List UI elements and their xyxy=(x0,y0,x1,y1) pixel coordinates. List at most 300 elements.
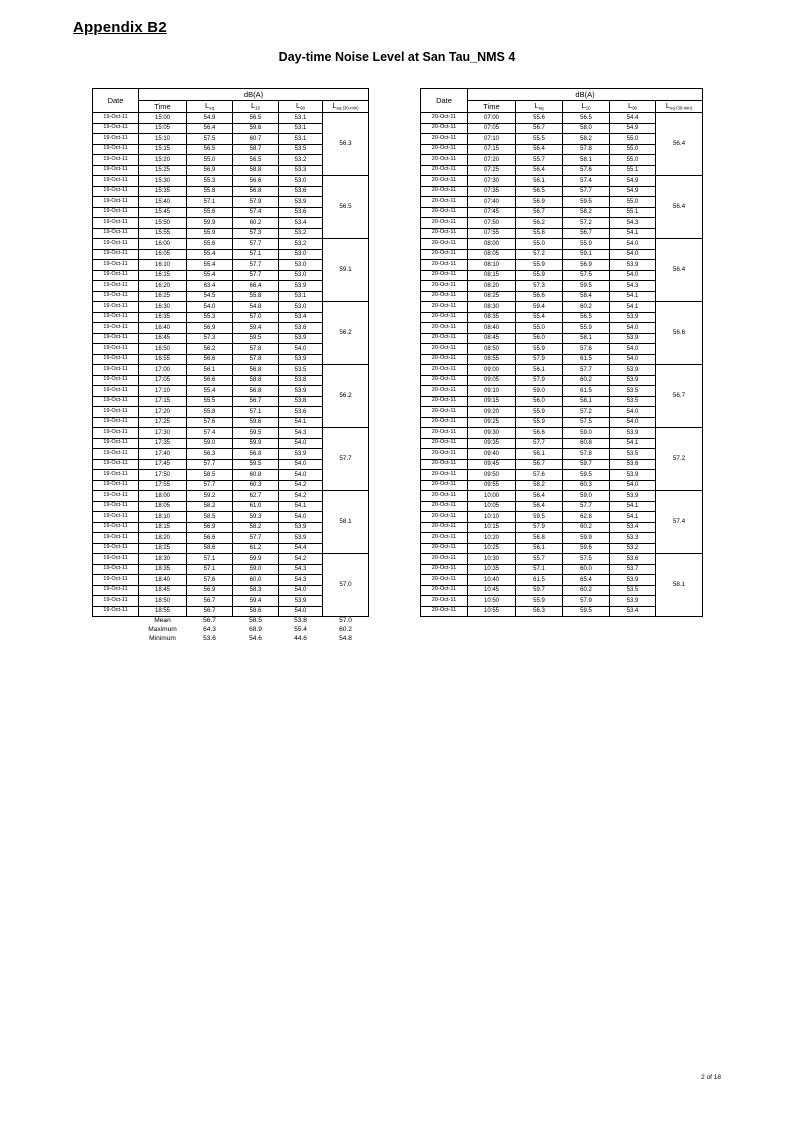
cell-time: 08:30 xyxy=(468,302,516,313)
cell-date: 19-Oct-11 xyxy=(93,533,139,544)
cell-leq: 57.6 xyxy=(187,575,233,586)
header-leq: $L_{eq}$ xyxy=(187,101,233,113)
cell-l10: 56.8 xyxy=(233,365,279,376)
cell-leq: 58.6 xyxy=(187,543,233,554)
cell-l10: 57.8 xyxy=(233,354,279,365)
noise-table-20-oct xyxy=(420,88,703,617)
cell-date: 20-Oct-11 xyxy=(421,239,468,250)
cell-l10: 57.1 xyxy=(233,249,279,260)
table-row xyxy=(93,491,369,502)
cell-time: 09:30 xyxy=(468,428,516,439)
cell-l10: 55.9 xyxy=(563,239,610,250)
cell-time: 07:35 xyxy=(468,186,516,197)
cell-leq: 56.8 xyxy=(516,533,563,544)
page-title: Day-time Noise Level at San Tau_NMS 4 xyxy=(278,50,516,64)
cell-time: 09:35 xyxy=(468,438,516,449)
header-l10: $L_{10}$ xyxy=(233,101,279,113)
cell-l10: 60.0 xyxy=(563,564,610,575)
cell-leq: 56.7 xyxy=(187,606,233,617)
cell-l10: 61.5 xyxy=(563,386,610,397)
cell-leq: 55.4 xyxy=(516,312,563,323)
cell-l10: 57.7 xyxy=(563,501,610,512)
cell-date: 19-Oct-11 xyxy=(93,197,139,208)
cell-time: 15:05 xyxy=(139,123,187,134)
cell-l90: 54.0 xyxy=(610,417,656,428)
cell-time: 17:30 xyxy=(139,428,187,439)
cell-l90: 54.0 xyxy=(610,270,656,281)
cell-leq-30min: 56.7 xyxy=(656,365,703,428)
cell-l90: 53.5 xyxy=(279,144,323,155)
cell-leq: 55.8 xyxy=(187,186,233,197)
cell-date: 20-Oct-11 xyxy=(421,522,468,533)
cell-l90: 54.0 xyxy=(279,459,323,470)
cell-time: 08:00 xyxy=(468,239,516,250)
cell-l10: 60.0 xyxy=(233,575,279,586)
cell-leq: 55.6 xyxy=(187,239,233,250)
cell-l10: 55.8 xyxy=(233,291,279,302)
cell-time: 09:15 xyxy=(468,396,516,407)
cell-leq: 55.0 xyxy=(516,239,563,250)
cell-l90: 53.5 xyxy=(610,396,656,407)
cell-l10: 59.7 xyxy=(563,459,610,470)
cell-time: 16:40 xyxy=(139,323,187,334)
cell-date: 19-Oct-11 xyxy=(93,281,139,292)
summary-blank xyxy=(93,626,139,635)
cell-date: 19-Oct-11 xyxy=(93,344,139,355)
table-row xyxy=(421,554,703,565)
cell-date: 20-Oct-11 xyxy=(421,480,468,491)
cell-leq: 57.1 xyxy=(187,554,233,565)
summary-l90: 55.4 xyxy=(294,625,307,633)
header-leq-30min: $L_{eq (30-min)}$ xyxy=(656,101,703,113)
summary-blank xyxy=(93,635,139,644)
cell-l90: 54.9 xyxy=(610,186,656,197)
cell-leq: 56.9 xyxy=(187,585,233,596)
cell-leq: 63.4 xyxy=(187,281,233,292)
cell-l90: 53.8 xyxy=(279,396,323,407)
cell-time: 15:10 xyxy=(139,134,187,145)
cell-time: 07:55 xyxy=(468,228,516,239)
cell-leq: 54.5 xyxy=(187,291,233,302)
cell-l90: 53.5 xyxy=(610,585,656,596)
cell-leq: 56.3 xyxy=(187,449,233,460)
cell-time: 09:20 xyxy=(468,407,516,418)
cell-l90: 53.2 xyxy=(279,228,323,239)
cell-time: 18:25 xyxy=(139,543,187,554)
header-date: Date xyxy=(93,89,139,113)
cell-l10: 55.9 xyxy=(563,323,610,334)
cell-time: 17:55 xyxy=(139,480,187,491)
cell-leq: 56.7 xyxy=(187,596,233,607)
cell-leq: 56.7 xyxy=(516,123,563,134)
cell-date: 19-Oct-11 xyxy=(93,260,139,271)
summary-leq-30min: 57.0 xyxy=(339,617,352,625)
cell-l10: 56.5 xyxy=(563,312,610,323)
cell-leq: 56.2 xyxy=(187,344,233,355)
cell-leq: 55.4 xyxy=(187,386,233,397)
cell-time: 17:10 xyxy=(139,386,187,397)
cell-date: 20-Oct-11 xyxy=(421,354,468,365)
cell-date: 20-Oct-11 xyxy=(421,312,468,323)
cell-leq: 56.9 xyxy=(187,165,233,176)
cell-time: 15:00 xyxy=(139,113,187,124)
cell-l10: 60.2 xyxy=(563,585,610,596)
cell-date: 19-Oct-11 xyxy=(93,207,139,218)
cell-l90: 53.9 xyxy=(610,260,656,271)
cell-l90: 54.0 xyxy=(610,354,656,365)
cell-l10: 60.3 xyxy=(233,480,279,491)
cell-l90: 55.0 xyxy=(610,134,656,145)
cell-time: 15:45 xyxy=(139,207,187,218)
cell-date: 20-Oct-11 xyxy=(421,197,468,208)
cell-date: 20-Oct-11 xyxy=(421,396,468,407)
page-number: 2 of 18 xyxy=(701,1074,721,1081)
cell-leq: 57.7 xyxy=(516,438,563,449)
cell-date: 20-Oct-11 xyxy=(421,449,468,460)
cell-leq-30min: 59.1 xyxy=(323,239,369,302)
cell-date: 20-Oct-11 xyxy=(421,333,468,344)
cell-leq: 56.4 xyxy=(516,501,563,512)
cell-l10: 62.7 xyxy=(233,491,279,502)
cell-leq: 55.4 xyxy=(187,270,233,281)
cell-leq: 56.3 xyxy=(516,606,563,617)
cell-l10: 58.4 xyxy=(563,291,610,302)
cell-time: 07:10 xyxy=(468,134,516,145)
cell-leq: 56.0 xyxy=(516,396,563,407)
cell-l90: 53.0 xyxy=(279,270,323,281)
summary-leq-30min: 60.2 xyxy=(339,625,352,633)
cell-l90: 53.9 xyxy=(610,470,656,481)
cell-leq-30min: 56.4 xyxy=(656,113,703,176)
cell-l10: 59.5 xyxy=(233,333,279,344)
cell-date: 20-Oct-11 xyxy=(421,501,468,512)
cell-leq: 59.5 xyxy=(516,512,563,523)
cell-l10: 60.2 xyxy=(563,302,610,313)
cell-time: 18:35 xyxy=(139,564,187,575)
table-row xyxy=(93,113,369,124)
cell-time: 07:00 xyxy=(468,113,516,124)
cell-l90: 53.2 xyxy=(279,155,323,166)
cell-l10: 57.8 xyxy=(563,449,610,460)
cell-date: 19-Oct-11 xyxy=(93,449,139,460)
cell-l90: 53.1 xyxy=(279,113,323,124)
cell-l90: 53.9 xyxy=(610,375,656,386)
cell-date: 19-Oct-11 xyxy=(93,480,139,491)
cell-l10: 57.7 xyxy=(563,365,610,376)
cell-l10: 60.8 xyxy=(563,438,610,449)
cell-leq: 56.1 xyxy=(187,365,233,376)
cell-time: 08:10 xyxy=(468,260,516,271)
cell-l10: 59.5 xyxy=(563,197,610,208)
cell-l90: 53.6 xyxy=(279,207,323,218)
cell-date: 19-Oct-11 xyxy=(93,522,139,533)
cell-date: 19-Oct-11 xyxy=(93,575,139,586)
table-row xyxy=(421,113,703,124)
cell-leq: 56.6 xyxy=(187,375,233,386)
cell-time: 09:50 xyxy=(468,470,516,481)
cell-date: 20-Oct-11 xyxy=(421,512,468,523)
cell-date: 20-Oct-11 xyxy=(421,344,468,355)
table-row xyxy=(93,365,369,376)
cell-l10: 59.5 xyxy=(563,606,610,617)
cell-l10: 57.0 xyxy=(233,312,279,323)
header-l10: $L_{10}$ xyxy=(563,101,610,113)
noise-table-19-oct xyxy=(92,88,369,643)
cell-leq: 59.0 xyxy=(516,386,563,397)
cell-l10: 60.2 xyxy=(233,218,279,229)
cell-l90: 53.9 xyxy=(279,596,323,607)
cell-leq: 57.1 xyxy=(187,564,233,575)
cell-l10: 59.0 xyxy=(563,491,610,502)
cell-date: 19-Oct-11 xyxy=(93,564,139,575)
cell-date: 20-Oct-11 xyxy=(421,281,468,292)
cell-l90: 53.6 xyxy=(610,459,656,470)
cell-l90: 53.0 xyxy=(279,176,323,187)
header-date: Date xyxy=(421,89,468,113)
cell-leq: 57.7 xyxy=(187,459,233,470)
cell-leq: 56.5 xyxy=(516,186,563,197)
cell-time: 07:30 xyxy=(468,176,516,187)
cell-l90: 54.1 xyxy=(610,512,656,523)
cell-l10: 57.2 xyxy=(563,218,610,229)
cell-time: 10:30 xyxy=(468,554,516,565)
cell-l90: 53.4 xyxy=(279,218,323,229)
cell-l90: 53.1 xyxy=(279,123,323,134)
cell-time: 17:15 xyxy=(139,396,187,407)
summary-leq: 53.6 xyxy=(203,634,216,642)
cell-l10: 61.2 xyxy=(233,543,279,554)
cell-l10: 57.3 xyxy=(233,228,279,239)
cell-l90: 54.2 xyxy=(279,480,323,491)
cell-l90: 54.0 xyxy=(610,407,656,418)
cell-leq: 55.9 xyxy=(516,417,563,428)
cell-time: 15:40 xyxy=(139,197,187,208)
cell-date: 20-Oct-11 xyxy=(421,596,468,607)
cell-leq: 59.0 xyxy=(187,438,233,449)
cell-time: 15:50 xyxy=(139,218,187,229)
cell-l10: 57.6 xyxy=(563,344,610,355)
cell-leq: 57.7 xyxy=(187,480,233,491)
cell-leq: 56.7 xyxy=(516,459,563,470)
cell-l90: 53.6 xyxy=(279,186,323,197)
summary-row xyxy=(93,626,369,635)
cell-leq: 61.5 xyxy=(516,575,563,586)
cell-leq: 55.5 xyxy=(516,134,563,145)
cell-date: 20-Oct-11 xyxy=(421,186,468,197)
cell-l90: 54.4 xyxy=(279,543,323,554)
cell-date: 20-Oct-11 xyxy=(421,260,468,271)
cell-date: 19-Oct-11 xyxy=(93,144,139,155)
cell-time: 18:55 xyxy=(139,606,187,617)
cell-leq: 57.1 xyxy=(516,564,563,575)
cell-l10: 59.6 xyxy=(233,417,279,428)
cell-l10: 57.5 xyxy=(563,270,610,281)
cell-date: 20-Oct-11 xyxy=(421,438,468,449)
cell-time: 10:05 xyxy=(468,501,516,512)
cell-l10: 58.7 xyxy=(233,144,279,155)
cell-l90: 53.7 xyxy=(610,564,656,575)
cell-leq: 56.1 xyxy=(516,176,563,187)
cell-time: 18:00 xyxy=(139,491,187,502)
cell-date: 19-Oct-11 xyxy=(93,407,139,418)
cell-l90: 54.3 xyxy=(610,281,656,292)
cell-time: 15:30 xyxy=(139,176,187,187)
cell-l90: 54.3 xyxy=(279,428,323,439)
cell-l10: 56.6 xyxy=(233,176,279,187)
cell-l10: 57.4 xyxy=(233,207,279,218)
cell-l10: 59.3 xyxy=(233,512,279,523)
cell-l90: 53.9 xyxy=(279,449,323,460)
cell-leq: 59.4 xyxy=(516,302,563,313)
cell-date: 20-Oct-11 xyxy=(421,218,468,229)
cell-leq: 57.2 xyxy=(516,249,563,260)
cell-date: 19-Oct-11 xyxy=(93,428,139,439)
cell-leq: 55.5 xyxy=(187,396,233,407)
cell-leq: 58.2 xyxy=(516,480,563,491)
table-row xyxy=(93,302,369,313)
cell-date: 20-Oct-11 xyxy=(421,165,468,176)
cell-l10: 57.1 xyxy=(233,407,279,418)
cell-l10: 56.5 xyxy=(233,155,279,166)
cell-date: 20-Oct-11 xyxy=(421,302,468,313)
header-time: Time xyxy=(468,101,516,113)
cell-time: 16:05 xyxy=(139,249,187,260)
cell-l10: 57.7 xyxy=(233,533,279,544)
cell-date: 19-Oct-11 xyxy=(93,186,139,197)
cell-leq: 57.6 xyxy=(516,470,563,481)
cell-l10: 59.9 xyxy=(233,554,279,565)
cell-l10: 58.8 xyxy=(233,375,279,386)
cell-leq: 56.5 xyxy=(187,144,233,155)
cell-date: 20-Oct-11 xyxy=(421,365,468,376)
cell-date: 20-Oct-11 xyxy=(421,386,468,397)
cell-leq: 58.5 xyxy=(187,512,233,523)
cell-date: 19-Oct-11 xyxy=(93,228,139,239)
cell-l90: 53.2 xyxy=(610,543,656,554)
cell-l10: 65.4 xyxy=(563,575,610,586)
cell-time: 17:20 xyxy=(139,407,187,418)
cell-leq: 56.4 xyxy=(516,491,563,502)
cell-time: 10:25 xyxy=(468,543,516,554)
table-row xyxy=(421,428,703,439)
cell-leq-30min: 56.2 xyxy=(323,365,369,428)
cell-leq: 54.9 xyxy=(187,113,233,124)
cell-leq: 59.9 xyxy=(187,218,233,229)
cell-l90: 55.1 xyxy=(610,165,656,176)
cell-l90: 54.1 xyxy=(610,291,656,302)
cell-time: 07:25 xyxy=(468,165,516,176)
table-row xyxy=(421,239,703,250)
cell-date: 20-Oct-11 xyxy=(421,564,468,575)
cell-date: 20-Oct-11 xyxy=(421,543,468,554)
cell-l90: 53.9 xyxy=(610,333,656,344)
cell-l10: 60.8 xyxy=(233,470,279,481)
cell-l10: 59.5 xyxy=(233,459,279,470)
cell-leq: 56.6 xyxy=(187,533,233,544)
cell-l90: 54.1 xyxy=(610,302,656,313)
cell-l90: 55.0 xyxy=(610,144,656,155)
cell-leq: 56.4 xyxy=(516,144,563,155)
cell-time: 08:20 xyxy=(468,281,516,292)
cell-leq: 56.4 xyxy=(516,165,563,176)
cell-time: 17:50 xyxy=(139,470,187,481)
cell-date: 19-Oct-11 xyxy=(93,123,139,134)
cell-time: 17:40 xyxy=(139,449,187,460)
cell-leq: 55.9 xyxy=(516,596,563,607)
cell-l90: 53.9 xyxy=(279,522,323,533)
cell-l90: 53.9 xyxy=(610,575,656,586)
cell-l10: 59.1 xyxy=(563,249,610,260)
cell-time: 18:40 xyxy=(139,575,187,586)
cell-time: 17:25 xyxy=(139,417,187,428)
cell-time: 18:05 xyxy=(139,501,187,512)
cell-leq: 56.1 xyxy=(516,543,563,554)
cell-date: 19-Oct-11 xyxy=(93,302,139,313)
cell-leq-30min: 56.5 xyxy=(323,176,369,239)
cell-leq: 56.9 xyxy=(187,522,233,533)
cell-l10: 57.7 xyxy=(233,239,279,250)
cell-leq: 56.7 xyxy=(516,207,563,218)
cell-date: 20-Oct-11 xyxy=(421,176,468,187)
cell-l90: 53.9 xyxy=(279,333,323,344)
cell-time: 07:20 xyxy=(468,155,516,166)
summary-leq-30min: 54.8 xyxy=(339,634,352,642)
cell-l10: 59.5 xyxy=(563,470,610,481)
cell-time: 18:30 xyxy=(139,554,187,565)
cell-l10: 56.8 xyxy=(233,449,279,460)
header-l90: $L_{90}$ xyxy=(610,101,656,113)
cell-l90: 53.3 xyxy=(279,165,323,176)
cell-time: 09:00 xyxy=(468,365,516,376)
cell-l90: 53.9 xyxy=(279,533,323,544)
cell-l90: 54.9 xyxy=(610,176,656,187)
cell-l10: 58.2 xyxy=(233,522,279,533)
cell-date: 20-Oct-11 xyxy=(421,459,468,470)
cell-date: 20-Oct-11 xyxy=(421,470,468,481)
cell-leq: 57.6 xyxy=(187,417,233,428)
cell-l90: 53.5 xyxy=(279,365,323,376)
cell-time: 18:15 xyxy=(139,522,187,533)
cell-time: 17:00 xyxy=(139,365,187,376)
cell-l90: 53.4 xyxy=(279,312,323,323)
cell-l90: 54.0 xyxy=(610,239,656,250)
cell-date: 20-Oct-11 xyxy=(421,407,468,418)
cell-leq: 55.8 xyxy=(516,228,563,239)
cell-leq: 55.4 xyxy=(187,260,233,271)
cell-date: 20-Oct-11 xyxy=(421,606,468,617)
cell-leq: 57.4 xyxy=(187,428,233,439)
cell-leq: 57.9 xyxy=(516,522,563,533)
cell-l90: 54.1 xyxy=(610,228,656,239)
cell-leq: 56.1 xyxy=(516,365,563,376)
cell-leq: 55.6 xyxy=(516,113,563,124)
cell-l10: 60.3 xyxy=(563,480,610,491)
cell-l10: 58.1 xyxy=(563,155,610,166)
cell-leq: 55.3 xyxy=(187,312,233,323)
cell-l90: 55.1 xyxy=(610,207,656,218)
cell-leq: 55.9 xyxy=(187,228,233,239)
header-dba: dB(A) xyxy=(468,89,703,101)
cell-l90: 53.1 xyxy=(279,291,323,302)
cell-time: 15:20 xyxy=(139,155,187,166)
cell-leq-30min: 56.6 xyxy=(656,302,703,365)
cell-l10: 60.2 xyxy=(563,375,610,386)
cell-date: 19-Oct-11 xyxy=(93,375,139,386)
cell-l90: 54.0 xyxy=(610,344,656,355)
cell-date: 19-Oct-11 xyxy=(93,165,139,176)
cell-date: 19-Oct-11 xyxy=(93,396,139,407)
cell-leq: 56.2 xyxy=(516,218,563,229)
